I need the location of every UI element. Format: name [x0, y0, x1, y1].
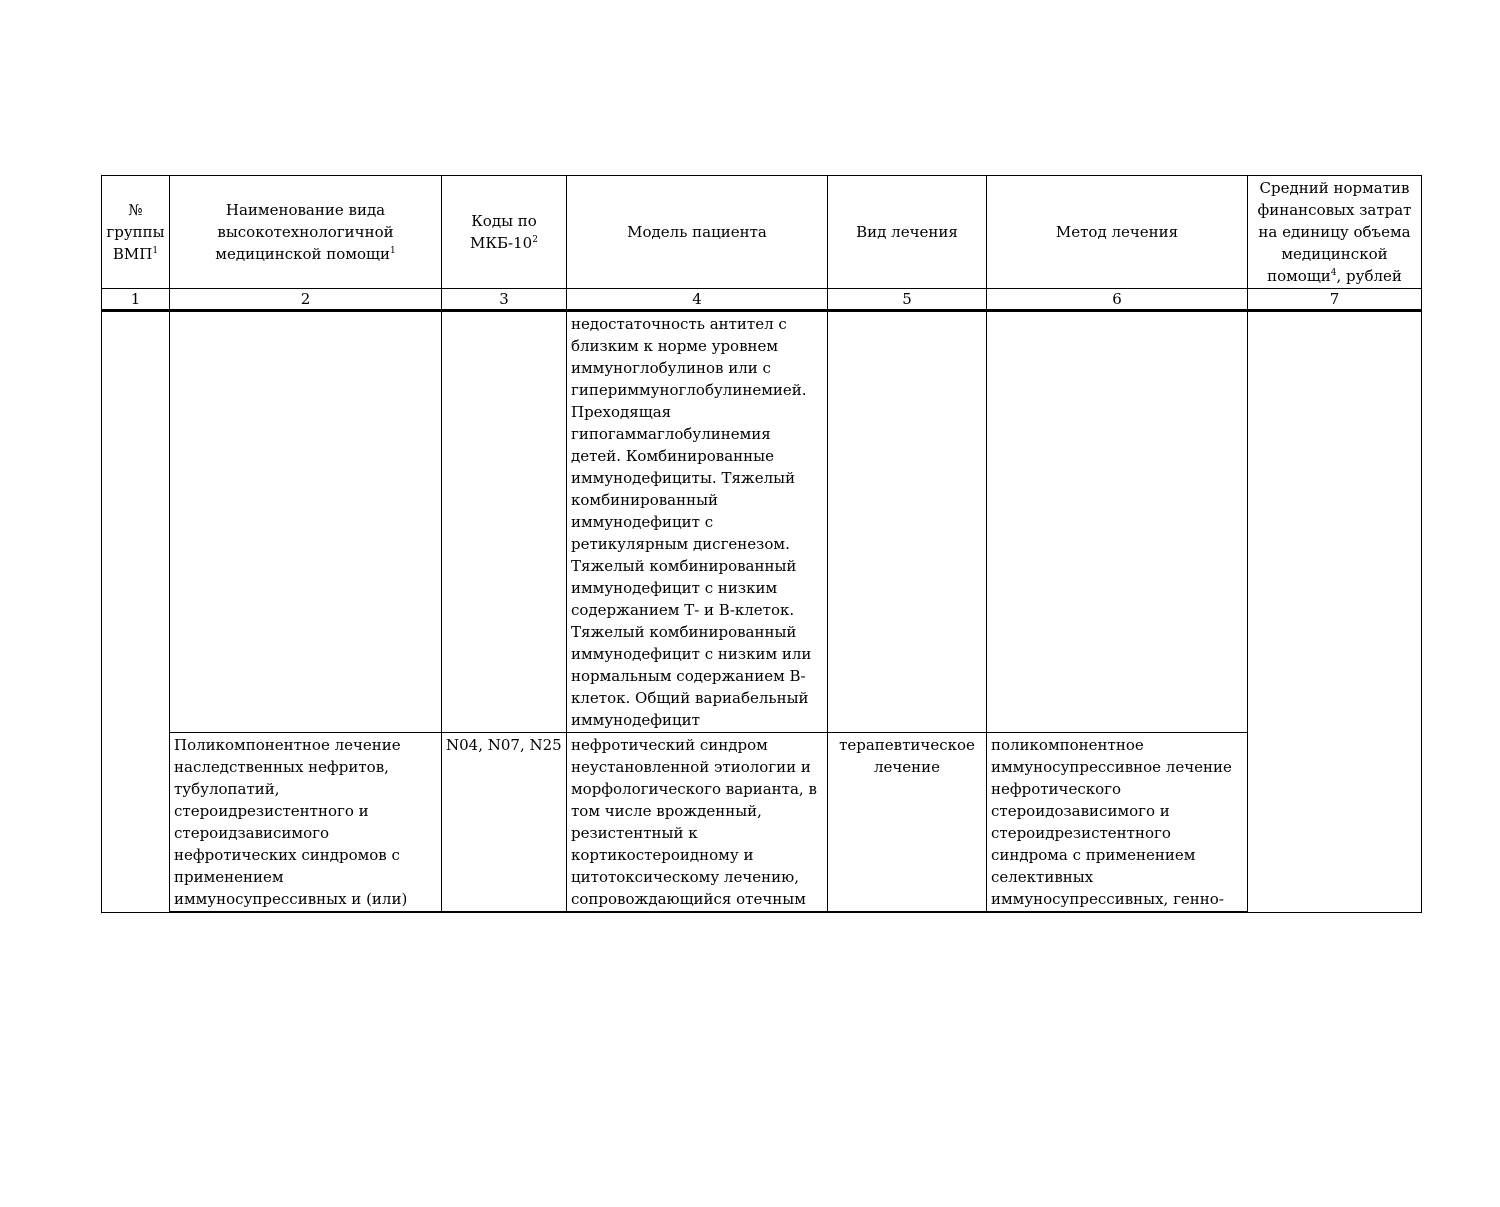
- column-number: 1: [102, 289, 170, 311]
- table-row: [102, 733, 1422, 913]
- column-number: 7: [1248, 289, 1422, 311]
- column-number: 2: [170, 289, 442, 311]
- header-text: № группы ВМП: [106, 201, 165, 263]
- cell-cost: [1248, 311, 1422, 913]
- vmp-table: [101, 175, 1422, 913]
- footnote-mark: 1: [389, 246, 396, 256]
- cell-treatment-method: поликомпонентное иммуносупрессивное лечение нефротического стероидозависимого и стероидрезистентного синдрома с применением селективных иммуносупрессивных, генно-: [987, 733, 1248, 913]
- header-patient-model: [567, 176, 828, 289]
- header-cost: [1248, 176, 1422, 289]
- footnote-mark: 4: [1330, 268, 1337, 278]
- cell-treatment-method: [987, 311, 1248, 733]
- header-text: Модель пациента: [627, 223, 767, 241]
- header-treatment-method: [987, 176, 1248, 289]
- header-group-no: [102, 176, 170, 289]
- column-number: 5: [828, 289, 987, 311]
- header-text: Коды по МКБ-10: [470, 212, 537, 252]
- footnote-mark: 1: [152, 246, 159, 256]
- header-codes: [442, 176, 567, 289]
- cell-treatment-type: [828, 311, 987, 733]
- cell-treatment-type: терапевтическое лечение: [828, 733, 987, 913]
- column-number-row: [102, 289, 1422, 311]
- cell-codes: N04, N07, N25: [442, 733, 567, 913]
- header-text: Наименование вида высокотехнологичной медицинской помощи: [215, 201, 394, 263]
- cell-patient-model: недостаточность антител с близким к норме уровнем иммуноглобулинов или с гипериммуноглобулинемией. Преходящая гипогаммаглобулинемия детей. Комбинированные иммунодефициты. Тяжелый комбинированный иммунодефицит с ретикулярным дисгенезом. Тяжелый комбинированный иммунодефицит с низким содержанием Т- и В-клеток. Тяжелый комбинированный иммунодефицит с низким или нормальным содержанием В-клеток. Общий вариабельный иммунодефицит: [567, 311, 828, 733]
- column-number: 4: [567, 289, 828, 311]
- header-text: Метод лечения: [1055, 223, 1179, 241]
- column-number: 3: [442, 289, 567, 311]
- cell-name: Поликомпонентное лечение наследственных нефритов, тубулопатий, стероидрезистентного и стероидзависимого нефротических синдромов с применением иммуносупрессивных и (или): [170, 733, 442, 913]
- header-text: Средний норматив финансовых затрат на единицу объема медицинской помощи: [1257, 179, 1412, 285]
- header-row: [102, 176, 1422, 289]
- header-text-suffix: , рублей: [1336, 267, 1402, 285]
- cell-patient-model: нефротический синдром неустановленной этиологии и морфологического варианта, в том числе врожденный, резистентный к кортикостероидному и цитотоксическому лечению, сопровождающийся отечным: [567, 733, 828, 913]
- cell-group-no: [102, 311, 170, 913]
- header-name: [170, 176, 442, 289]
- cell-name: [170, 311, 442, 733]
- cell-codes: [442, 311, 567, 733]
- column-number: 6: [987, 289, 1248, 311]
- header-treatment-type: [828, 176, 987, 289]
- table-row: [102, 311, 1422, 733]
- footnote-mark: 2: [532, 235, 538, 245]
- header-text: Вид лечения: [856, 223, 958, 241]
